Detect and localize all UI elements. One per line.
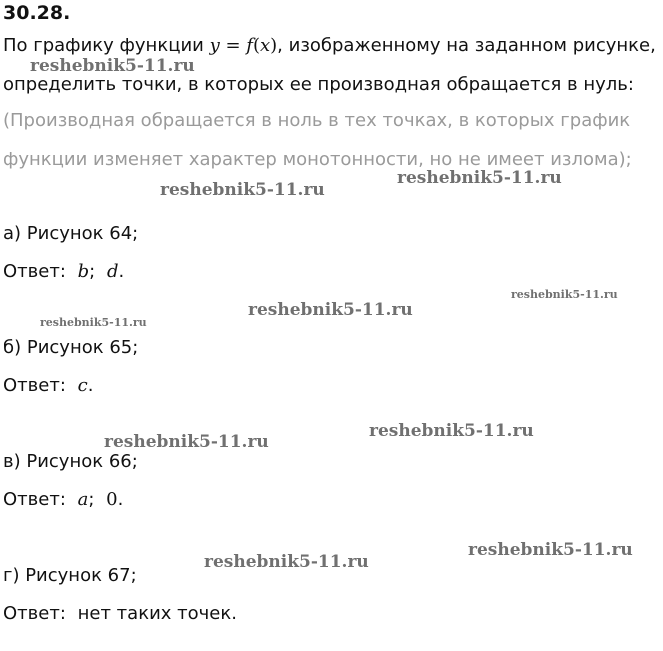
paren-close: ) — [270, 35, 278, 56]
answer-prefix: Ответ: — [3, 375, 66, 396]
watermark: reshebnik5-11.ru — [160, 180, 325, 200]
part-g-answer — [3, 603, 237, 625]
hint-line-1: (Производная обращается в ноль в тех точках, в которых график — [3, 110, 631, 131]
statement-text-post: , изображенному на заданном рисунке, — [277, 35, 656, 56]
var-x: x — [259, 35, 271, 56]
answer-prefix: Ответ: — [3, 261, 66, 282]
answer-separator: ; — [89, 261, 96, 282]
answer-point-b: b — [77, 261, 90, 282]
answer-prefix: Ответ: — [3, 603, 66, 624]
watermark: reshebnik5-11.ru — [40, 316, 147, 329]
equals-sign: = — [219, 35, 247, 56]
part-b-answer — [3, 375, 93, 397]
watermark: reshebnik5-11.ru — [204, 552, 369, 572]
answer-separator: ; — [88, 489, 95, 510]
var-f: f — [246, 35, 253, 56]
problem-number: 30.28. — [3, 2, 71, 24]
watermark: reshebnik5-11.ru — [104, 432, 269, 452]
part-v-label: в) Рисунок 66; — [3, 451, 138, 472]
statement-line-1 — [3, 35, 656, 57]
watermark: reshebnik5-11.ru — [248, 300, 413, 320]
answer-end: . — [118, 261, 125, 282]
part-b-label: б) Рисунок 65; — [3, 337, 139, 358]
part-a-label: а) Рисунок 64; — [3, 223, 139, 244]
var-y: y — [209, 35, 220, 56]
answer-end: . — [117, 489, 124, 510]
watermark: reshebnik5-11.ru — [468, 540, 633, 560]
statement-text-pre: По графику функции — [3, 35, 210, 56]
answer-text: нет таких точек. — [77, 603, 237, 624]
answer-point-a: a — [77, 489, 89, 510]
part-v-answer — [3, 489, 123, 511]
answer-prefix: Ответ: — [3, 489, 66, 510]
watermark: reshebnik5-11.ru — [511, 288, 618, 301]
answer-point-d: d — [106, 261, 119, 282]
watermark: reshebnik5-11.ru — [30, 56, 195, 76]
watermark: reshebnik5-11.ru — [369, 421, 534, 441]
part-a-answer — [3, 261, 124, 283]
hint-line-2: функции изменяет характер монотонности, но не имеет излома); — [3, 149, 632, 170]
watermark: reshebnik5-11.ru — [397, 168, 562, 188]
answer-end: . — [87, 375, 94, 396]
answer-point-zero: 0 — [106, 489, 118, 510]
paren-open: ( — [252, 35, 260, 56]
answer-point-c: c — [77, 375, 88, 396]
part-g-label: г) Рисунок 67; — [3, 565, 137, 586]
statement-line-2: определить точки, в которых ее производная обращается в нуль: — [3, 74, 634, 95]
